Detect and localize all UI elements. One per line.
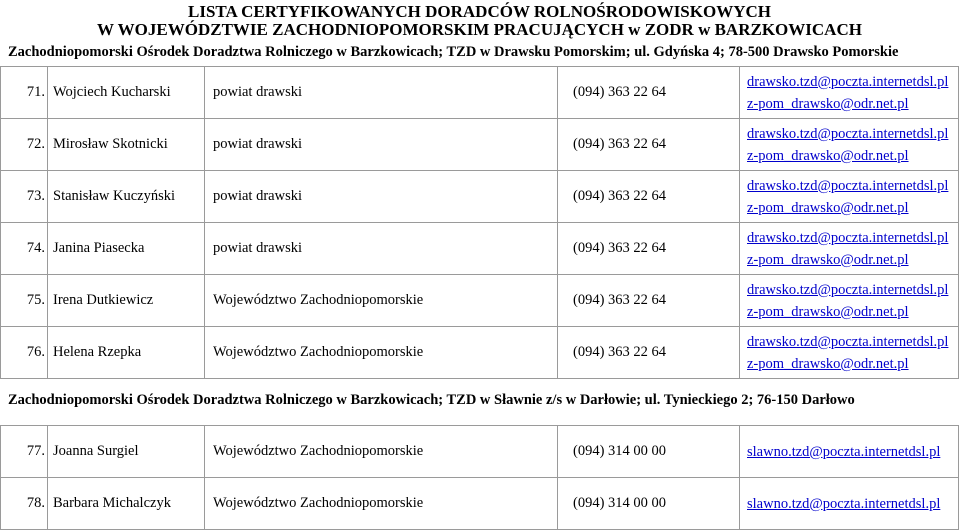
row-number: 76. bbox=[1, 327, 48, 379]
section-header-slawno: Zachodniopomorski Ośrodek Doradztwa Rolniczego w Barzkowicach; TZD w Sławnie z/s w Darłowie; ul. Tynieckiego 2; 76-150 Darłowo bbox=[8, 392, 855, 408]
advisor-name: Barbara Michalczyk bbox=[48, 478, 205, 530]
advisor-emails bbox=[740, 275, 959, 327]
email-link[interactable]: drawsko.tzd@poczta.internetdsl.pl bbox=[747, 281, 949, 298]
email-link[interactable]: z-pom_drawsko@odr.net.pl bbox=[747, 303, 909, 320]
advisor-emails bbox=[740, 171, 959, 223]
email-link[interactable]: drawsko.tzd@poczta.internetdsl.pl bbox=[747, 229, 949, 246]
advisor-phone: (094) 363 22 64 bbox=[558, 275, 740, 327]
row-number: 78. bbox=[1, 478, 48, 530]
row-number: 77. bbox=[1, 426, 48, 478]
advisor-name: Helena Rzepka bbox=[48, 327, 205, 379]
advisor-name: Mirosław Skotnicki bbox=[48, 119, 205, 171]
advisor-area: powiat drawski bbox=[205, 223, 558, 275]
advisor-phone: (094) 314 00 00 bbox=[558, 478, 740, 530]
advisor-area: Województwo Zachodniopomorskie bbox=[205, 327, 558, 379]
advisor-name: Irena Dutkiewicz bbox=[48, 275, 205, 327]
email-link[interactable]: slawno.tzd@poczta.internetdsl.pl bbox=[747, 443, 941, 460]
table-row bbox=[1, 426, 959, 478]
row-number: 74. bbox=[1, 223, 48, 275]
advisor-area: powiat drawski bbox=[205, 119, 558, 171]
advisor-emails bbox=[740, 478, 959, 530]
document-title-line2: W WOJEWÓDZTWIE ZACHODNIOPOMORSKIM PRACUJĄCYCH w ZODR w BARZKOWICACH bbox=[97, 20, 862, 39]
advisor-emails bbox=[740, 426, 959, 478]
advisor-phone: (094) 314 00 00 bbox=[558, 426, 740, 478]
row-number: 71. bbox=[1, 67, 48, 119]
advisors-table-slawno bbox=[0, 425, 959, 530]
advisor-phone: (094) 363 22 64 bbox=[558, 67, 740, 119]
advisor-emails bbox=[740, 327, 959, 379]
table-row bbox=[1, 119, 959, 171]
advisor-phone: (094) 363 22 64 bbox=[558, 119, 740, 171]
advisor-emails bbox=[740, 67, 959, 119]
email-link[interactable]: z-pom_drawsko@odr.net.pl bbox=[747, 199, 909, 216]
email-link[interactable]: z-pom_drawsko@odr.net.pl bbox=[747, 95, 909, 112]
advisor-name: Wojciech Kucharski bbox=[48, 67, 205, 119]
advisors-table-drawsko bbox=[0, 66, 959, 379]
advisor-area: Województwo Zachodniopomorskie bbox=[205, 478, 558, 530]
email-link[interactable]: drawsko.tzd@poczta.internetdsl.pl bbox=[747, 125, 949, 142]
advisor-name: Janina Piasecka bbox=[48, 223, 205, 275]
email-link[interactable]: z-pom_drawsko@odr.net.pl bbox=[747, 355, 909, 372]
advisor-emails bbox=[740, 119, 959, 171]
email-link[interactable]: slawno.tzd@poczta.internetdsl.pl bbox=[747, 495, 941, 512]
email-link[interactable]: z-pom_drawsko@odr.net.pl bbox=[747, 147, 909, 164]
table-row bbox=[1, 171, 959, 223]
document-title-line1: LISTA CERTYFIKOWANYCH DORADCÓW ROLNOŚRODOWISKOWYCH bbox=[188, 2, 771, 21]
table-row bbox=[1, 67, 959, 119]
email-link[interactable]: z-pom_drawsko@odr.net.pl bbox=[747, 251, 909, 268]
advisor-area: Województwo Zachodniopomorskie bbox=[205, 275, 558, 327]
advisor-emails bbox=[740, 223, 959, 275]
email-link[interactable]: drawsko.tzd@poczta.internetdsl.pl bbox=[747, 73, 949, 90]
advisor-phone: (094) 363 22 64 bbox=[558, 171, 740, 223]
advisor-area: powiat drawski bbox=[205, 67, 558, 119]
advisor-name: Joanna Surgiel bbox=[48, 426, 205, 478]
advisor-area: powiat drawski bbox=[205, 171, 558, 223]
row-number: 72. bbox=[1, 119, 48, 171]
table-row bbox=[1, 327, 959, 379]
email-link[interactable]: drawsko.tzd@poczta.internetdsl.pl bbox=[747, 177, 949, 194]
row-number: 75. bbox=[1, 275, 48, 327]
section-header-drawsko: Zachodniopomorski Ośrodek Doradztwa Rolniczego w Barzkowicach; TZD w Drawsku Pomorskim; ul. Gdyńska 4; 78-500 Drawsko Pomorskie bbox=[8, 44, 899, 60]
advisor-name: Stanisław Kuczyński bbox=[48, 171, 205, 223]
advisor-phone: (094) 363 22 64 bbox=[558, 327, 740, 379]
advisor-area: Województwo Zachodniopomorskie bbox=[205, 426, 558, 478]
table-row bbox=[1, 275, 959, 327]
table-row bbox=[1, 478, 959, 530]
row-number: 73. bbox=[1, 171, 48, 223]
table-row bbox=[1, 223, 959, 275]
advisor-phone: (094) 363 22 64 bbox=[558, 223, 740, 275]
email-link[interactable]: drawsko.tzd@poczta.internetdsl.pl bbox=[747, 333, 949, 350]
